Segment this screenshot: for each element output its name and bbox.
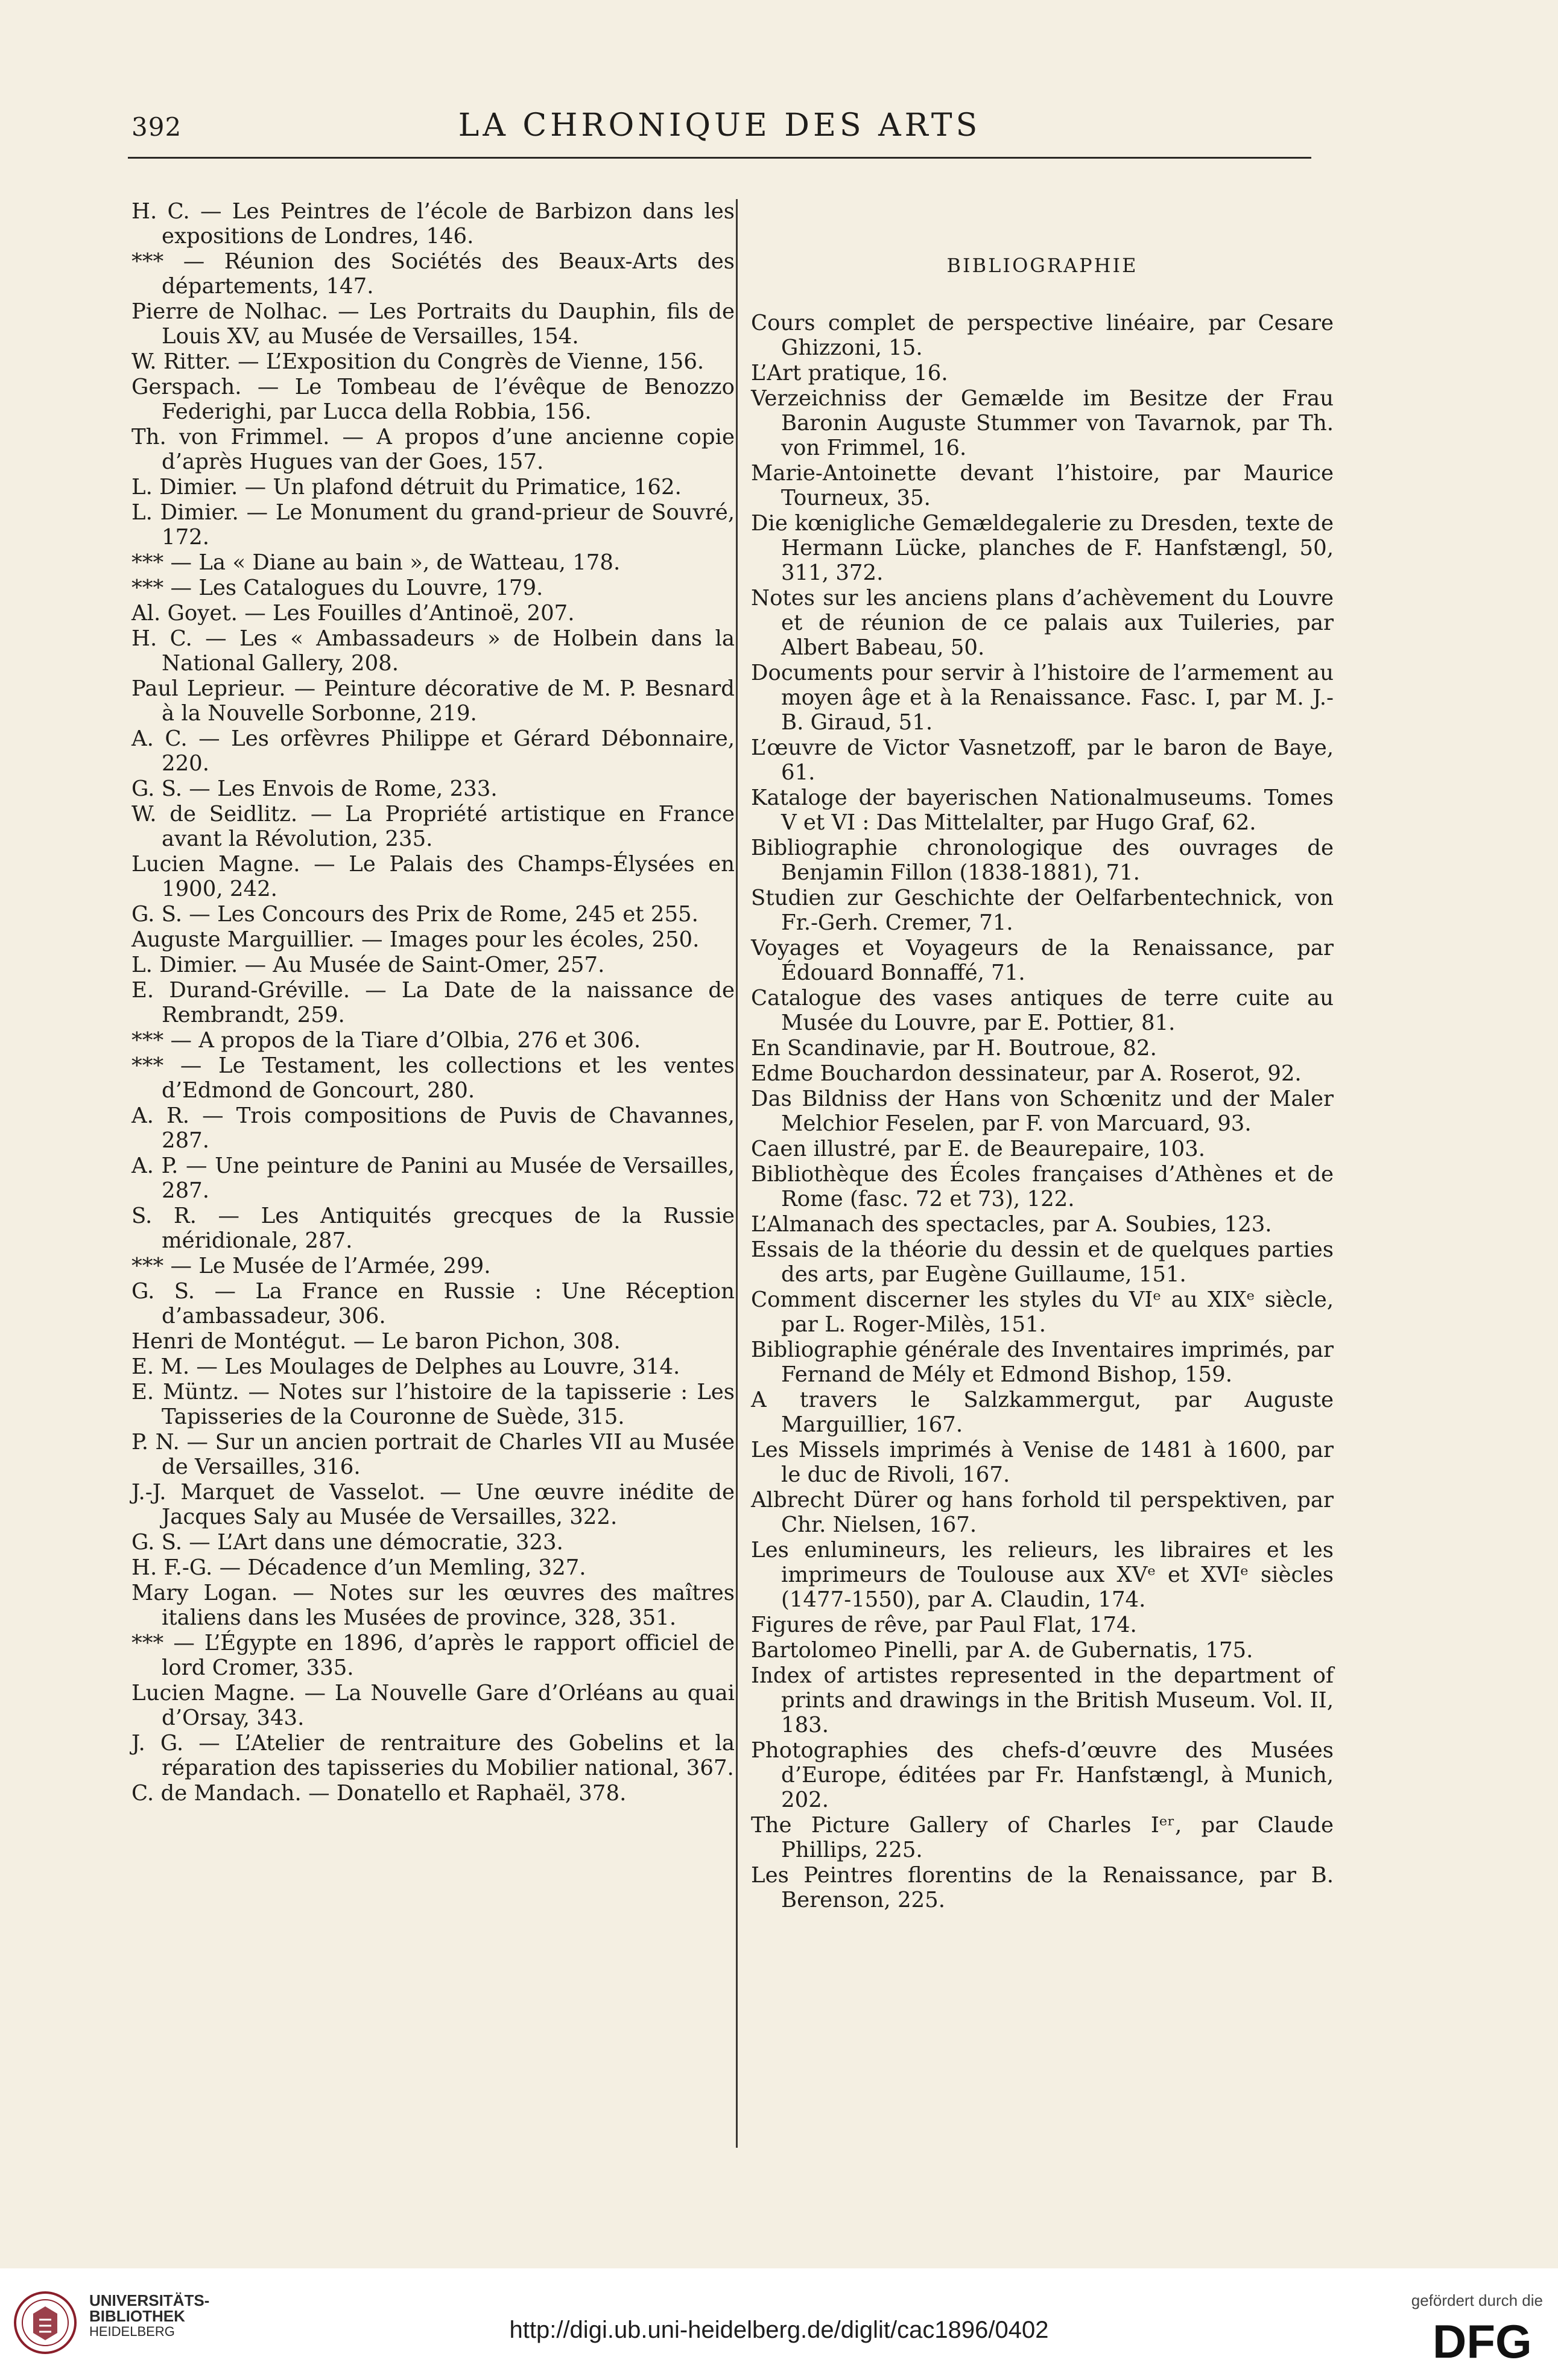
bibliography-entry: Bibliographie chronologique des ouvrages de Benjamin Fillon (1838-1881), 71. [751,836,1334,885]
index-entry: E. M. — Les Moulages de Delphes au Louvre, 314. [131,1354,680,1379]
bibliography-entry: L’œuvre de Victor Vasnetzoff, par le baron de Baye, 61. [751,735,1334,785]
dfg-logo-text: DFG [1433,2317,1532,2365]
bibliography-entry: Les Peintres florentins de la Renaissance, par B. Berenson, 225. [751,1863,1334,1912]
index-entry: *** — A propos de la Tiare d’Olbia, 276 et 306. [131,1028,641,1053]
index-entry: L. Dimier. — Le Monument du grand-prieur de Souvré, 172. [131,500,735,550]
bibliography-entry: Documents pour servir à l’histoire de l’armement au moyen âge et à la Renaissance. Fasc. I, par M. J.-B. Giraud, 51. [751,661,1334,735]
index-entry: E. Durand-Gréville. — La Date de la naissance de Rembrandt, 259. [131,978,735,1027]
index-entry: G. S. — L’Art dans une démocratie, 323. [131,1530,563,1555]
index-entry: *** — Le Musée de l’Armée, 299. [131,1254,491,1278]
index-entry: *** — Réunion des Sociétés des Beaux-Arts des départements, 147. [131,249,735,299]
bibliography-entry: A travers le Salzkammergut, par Auguste Marguillier, 167. [751,1388,1334,1437]
index-entry: A. R. — Trois compositions de Puvis de Chavannes, 287. [131,1103,735,1153]
index-entry: G. S. — Les Concours des Prix de Rome, 245 et 255. [131,902,698,927]
index-entry: P. N. — Sur un ancien portrait de Charles VII au Musée de Versailles, 316. [131,1430,735,1479]
bibliography-list [751,311,1334,1912]
bibliography-entry: Catalogue des vases antiques de terre cuite au Musée du Louvre, par E. Pottier, 81. [751,986,1334,1035]
index-entry: *** — Le Testament, les collections et les ventes d’Edmond de Goncourt, 280. [131,1053,735,1103]
index-entry: Lucien Magne. — Le Palais des Champs-Élysées en 1900, 242. [131,852,735,901]
bibliography-entry: En Scandinavie, par H. Boutroue, 82. [751,1036,1157,1061]
index-entry: *** — La « Diane au bain », de Watteau, 178. [131,550,621,575]
bibliography-entry: Caen illustré, par E. de Beaurepaire, 103. [751,1137,1206,1161]
bibliography-entry: Les enlumineurs, les relieurs, les libraires et les imprimeurs de Toulouse aux XVᵉ et XVIᵉ siècles (1477-1550), par A. Claudin, 174. [751,1538,1334,1612]
index-entry: Auguste Marguillier. — Images pour les écoles, 250. [131,927,700,952]
bibliography-entry: Marie-Antoinette devant l’histoire, par Maurice Tourneux, 35. [751,461,1334,510]
library-name-line: UNIVERSITÄTS- [89,2291,210,2309]
bibliography-entry: L’Almanach des spectacles, par A. Soubies, 123. [751,1212,1272,1237]
header-rule [128,157,1311,159]
permalink-url[interactable]: http://digi.ub.uni-heidelberg.de/diglit/cac1896/0402 [509,2317,1049,2343]
bibliography-entry: Index of artistes represented in the department of prints and drawings in the British Museum. Vol. II, 183. [751,1663,1334,1737]
index-entry: Paul Leprieur. — Peinture décorative de M. P. Besnard à la Nouvelle Sorbonne, 219. [131,676,735,726]
index-entry: H. F.-G. — Décadence d’un Memling, 327. [131,1555,586,1580]
bibliography-entry: Albrecht Dürer og hans forhold til perspektiven, par Chr. Nielsen, 167. [751,1488,1334,1537]
index-entry: W. de Seidlitz. — La Propriété artistique en France avant la Révolution, 235. [131,802,735,851]
bibliography-entry: Essais de la théorie du dessin et de quelques parties des arts, par Eugène Guillaume, 151. [751,1237,1334,1287]
page-number: 392 [131,112,182,142]
index-entry: C. de Mandach. — Donatello et Raphaël, 378. [131,1781,627,1806]
index-entry: Th. von Frimmel. — A propos d’une ancienne copie d’après Hugues van der Goes, 157. [131,425,735,474]
bibliography-entry: Bibliographie générale des Inventaires imprimés, par Fernand de Mély et Edmond Bishop, 159. [751,1338,1334,1387]
running-title: LA CHRONIQUE DES ARTS [458,107,981,144]
index-entry: S. R. — Les Antiquités grecques de la Russie méridionale, 287. [131,1204,735,1253]
bibliography-entry: Comment discerner les styles du VIᵉ au XIXᵉ siècle, par L. Roger-Milès, 151. [751,1287,1334,1337]
index-entry: *** — L’Égypte en 1896, d’après le rapport officiel de lord Cromer, 335. [131,1631,735,1680]
index-entry: H. C. — Les Peintres de l’école de Barbizon dans les expositions de Londres, 146. [131,199,735,249]
index-entry: Mary Logan. — Notes sur les œuvres des maîtres italiens dans les Musées de province, 328, 351. [131,1581,735,1630]
footer-bar [0,2268,1558,2380]
bibliography-entry: Cours complet de perspective linéaire, par Cesare Ghizzoni, 15. [751,311,1334,360]
bibliography-entry: Kataloge der bayerischen Nationalmuseums. Tomes V et VI : Das Mittelalter, par Hugo Graf, 62. [751,785,1334,835]
index-entry: W. Ritter. — L’Exposition du Congrès de Vienne, 156. [131,349,705,374]
right-column [751,199,1334,1913]
index-entry: L. Dimier. — Un plafond détruit du Primatice, 162. [131,475,682,500]
bibliography-entry: Die kœnigliche Gemældegalerie zu Dresden, texte de Hermann Lücke, planches de F. Hanfstængl, 50, 311, 372. [751,511,1334,585]
bibliography-entry: Voyages et Voyageurs de la Renaissance, par Édouard Bonnaffé, 71. [751,936,1334,985]
index-entry: H. C. — Les « Ambassadeurs » de Holbein dans la National Gallery, 208. [131,626,735,676]
bibliography-entry: Les Missels imprimés à Venise de 1481 à 1600, par le duc de Rivoli, 167. [751,1438,1334,1487]
library-name-line: BIBLIOTHEK [89,2307,185,2325]
bibliography-heading: BIBLIOGRAPHIE [946,254,1138,277]
index-entry: J. G. — L’Atelier de rentraiture des Gobelins et la réparation des tapisseries du Mobilier national, 367. [131,1731,735,1780]
page-header [131,107,1308,156]
index-entry: G. S. — Les Envois de Rome, 233. [131,776,498,801]
bibliography-entry: Photographies des chefs-d’œuvre des Musées d’Europe, éditées par Fr. Hanfstængl, à Munich, 202. [751,1738,1334,1812]
library-name-line: HEIDELBERG [89,2324,175,2339]
bibliography-entry: Verzeichniss der Gemælde im Besitze der Frau Baronin Auguste Stummer von Tavarnok, par Th. von Frimmel, 16. [751,386,1334,460]
index-entry: Lucien Magne. — La Nouvelle Gare d’Orléans au quai d’Orsay, 343. [131,1681,735,1730]
bibliography-entry: Figures de rêve, par Paul Flat, 174. [751,1613,1137,1637]
index-entry: A. P. — Une peinture de Panini au Musée de Versailles, 287. [131,1154,735,1203]
dfg-logo [1433,2317,1541,2365]
index-entry: E. Müntz. — Notes sur l’histoire de la tapisserie : Les Tapisseries de la Couronne de Suède, 315. [131,1380,735,1429]
column-divider [736,199,738,2148]
bibliography-entry: The Picture Gallery of Charles Iᵉʳ, par Claude Phillips, 225. [751,1813,1334,1862]
bibliography-entry: Studien zur Geschichte der Oelfarbentechnick, von Fr.-Gerh. Cremer, 71. [751,886,1334,935]
index-entry: L. Dimier. — Au Musée de Saint-Omer, 257. [131,953,605,977]
bibliography-entry: Bibliothèque des Écoles françaises d’Athènes et de Rome (fasc. 72 et 73), 122. [751,1162,1334,1211]
index-entry: Henri de Montégut. — Le baron Pichon, 308. [131,1329,621,1354]
index-entry: J.-J. Marquet de Vasselot. — Une œuvre inédite de Jacques Saly au Musée de Versailles, 322. [131,1480,735,1529]
index-entry: Al. Goyet. — Les Fouilles d’Antinoë, 207. [131,601,575,626]
bibliography-entry: Bartolomeo Pinelli, par A. de Gubernatis, 175. [751,1638,1253,1663]
sponsor-label: gefördert durch die [1411,2291,1543,2309]
index-entry: Pierre de Nolhac. — Les Portraits du Dauphin, fils de Louis XV, au Musée de Versailles, 154. [131,299,735,349]
index-entry: Gerspach. — Le Tombeau de l’évêque de Benozzo Federighi, par Lucca della Robbia, 156. [131,375,735,424]
index-entry: G. S. — La France en Russie : Une Réception d’ambassadeur, 306. [131,1279,735,1328]
index-entry: A. C. — Les orfèvres Philippe et Gérard Débonnaire, 220. [131,726,735,776]
index-entry: *** — Les Catalogues du Louvre, 179. [131,576,543,600]
bibliography-entry: Notes sur les anciens plans d’achèvement du Louvre et de réunion de ce palais aux Tuileries, par Albert Babeau, 50. [751,586,1334,660]
bibliography-entry: Das Bildniss der Hans von Schœnitz und der Maler Melchior Feselen, par F. von Marcuard, 93. [751,1087,1334,1136]
left-column [131,199,735,1806]
bibliography-entry: Edme Bouchardon dessinateur, par A. Roserot, 92. [751,1061,1302,1086]
bibliography-entry: L’Art pratique, 16. [751,361,948,386]
